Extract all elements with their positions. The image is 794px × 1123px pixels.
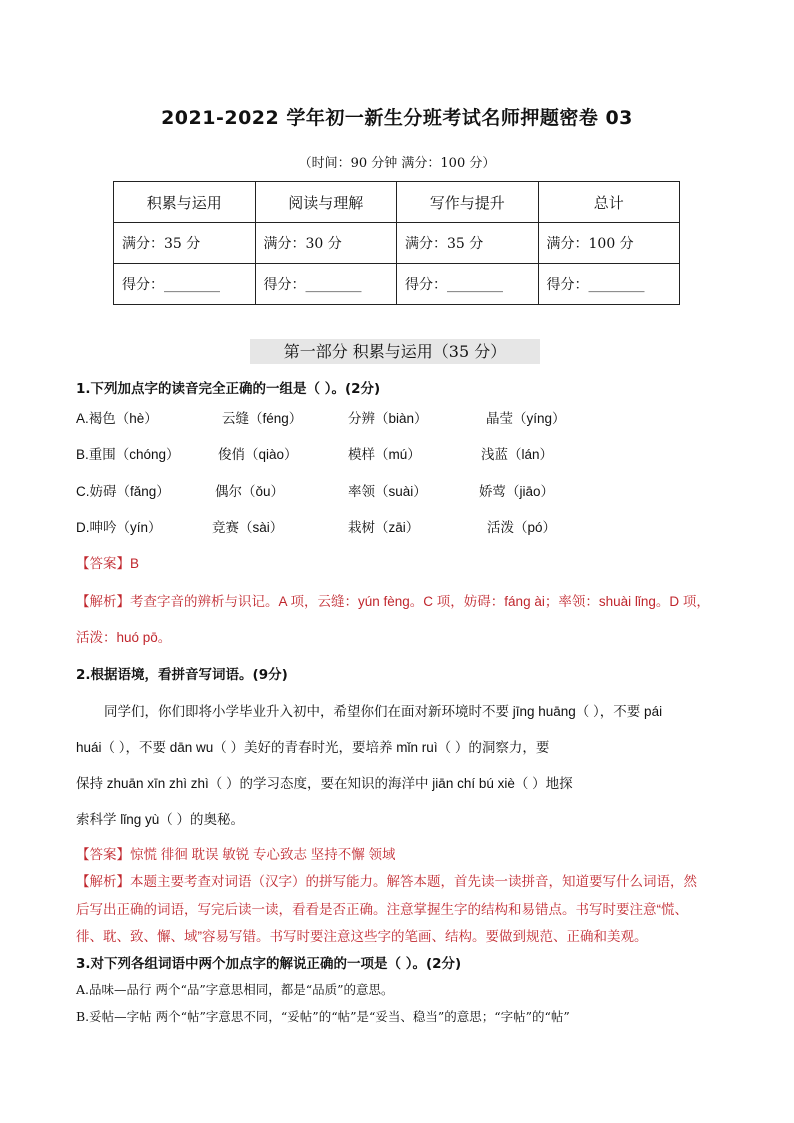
q1-option-b-1: B.重围（chóng） bbox=[76, 447, 180, 462]
q2-analysis-line-2: 后写出正确的词语，写完后读一读，看看是否正确。注意掌握生字的结构和易错点。书写时要注意“慌、 bbox=[76, 902, 688, 917]
q1-option-c-3: 率领（suài） bbox=[348, 484, 427, 499]
score-cell: 得分：________ bbox=[397, 264, 539, 305]
q1-option-b-4: 浅蓝（lán） bbox=[481, 447, 554, 462]
score-cell: 得分：________ bbox=[255, 264, 397, 305]
q1-option-d-1: D.呻吟（yín） bbox=[76, 520, 162, 535]
q3-option-b: B.妥帖—字帖 两个“帖”字意思不同，“妥帖”的“帖”是“妥当、稳当”的意思；“字帖”的“帖” bbox=[76, 1009, 570, 1024]
answer-label: 【答案】 bbox=[76, 847, 130, 862]
q1-option-a-3: 分辨（biàn） bbox=[348, 411, 428, 426]
q2-paragraph-line-3: 保持 zhuān xīn zhì zhì（ ）的学习态度，要在知识的海洋中 jiān chí bú xiè（ ）地探 bbox=[76, 776, 573, 791]
answer-value: B bbox=[130, 556, 140, 571]
q1-option-d-2: 竞赛（sài） bbox=[212, 520, 284, 535]
q1-option-b-3: 模样（mú） bbox=[348, 447, 421, 462]
analysis-text: 考查字音的辨析与识记。A 项，云缝：yún fèng。C 项，妨碍：fáng ài；率领：shuài lǐng。D 项， bbox=[130, 594, 710, 609]
header-cell: 写作与提升 bbox=[397, 182, 539, 223]
q2-paragraph-line-4: 索科学 lǐng yù（ ）的奥秘。 bbox=[76, 812, 245, 827]
section-title: 第一部分 积累与运用（35 分） bbox=[250, 339, 540, 364]
score-table-header-row bbox=[114, 182, 680, 223]
q1-analysis-line-2: 活泼：huó pō。 bbox=[76, 630, 172, 645]
q1-option-b-2: 俊俏（qiào） bbox=[218, 447, 298, 462]
full-mark-cell: 满分：30 分 bbox=[255, 223, 397, 264]
header-cell: 总计 bbox=[538, 182, 680, 223]
q2-paragraph-line-2: huái（ ），不要 dān wu（ ）美好的青春时光，要培养 mǐn ruì（ ）的洞察力，要 bbox=[76, 740, 550, 755]
q1-answer bbox=[76, 552, 139, 572]
score-row bbox=[114, 264, 680, 305]
analysis-text: 本题主要考查对词语（汉字）的拼写能力。解答本题，首先读一读拼音，知道要写什么词语，然 bbox=[130, 874, 697, 889]
q1-option-a-1: A.褐色（hè） bbox=[76, 411, 158, 426]
exam-info: （时间：90 分钟 满分：100 分） bbox=[298, 156, 496, 171]
q1-option-a-2: 云缝（féng） bbox=[222, 411, 303, 426]
q1-option-c-4: 娇莺（jiāo） bbox=[479, 484, 555, 499]
question-3-stem: 3.对下列各组词语中两个加点字的解说正确的一项是（ ）。(2分) bbox=[76, 956, 462, 972]
q1-option-d-3: 栽树（zāi） bbox=[348, 520, 420, 535]
header-cell: 阅读与理解 bbox=[255, 182, 397, 223]
score-cell: 得分：________ bbox=[114, 264, 256, 305]
score-table bbox=[113, 181, 680, 305]
q1-option-c-1: C.妨碍（fǎng） bbox=[76, 484, 170, 499]
header-cell: 积累与运用 bbox=[114, 182, 256, 223]
q2-analysis-line-1 bbox=[76, 870, 697, 890]
analysis-label: 【解析】 bbox=[76, 594, 130, 609]
q2-paragraph-line-1: 同学们，你们即将小学毕业升入初中，希望你们在面对新环境时不要 jīng huāng（ ），不要 pái bbox=[104, 704, 663, 719]
full-mark-cell: 满分：35 分 bbox=[114, 223, 256, 264]
q1-analysis-line-1 bbox=[76, 590, 710, 610]
full-mark-cell: 满分：35 分 bbox=[397, 223, 539, 264]
q2-analysis-line-3: 徘、耽、致、懈、域”容易写错。书写时要注意这些字的笔画、结构。要做到规范、正确和美观。 bbox=[76, 929, 648, 944]
q1-option-d-4: 活泼（pó） bbox=[487, 520, 557, 535]
full-marks-row bbox=[114, 223, 680, 264]
score-cell: 得分：________ bbox=[538, 264, 680, 305]
q2-answer bbox=[76, 843, 396, 863]
analysis-label: 【解析】 bbox=[76, 874, 130, 889]
question-2-stem: 2.根据语境，看拼音写词语。(9分) bbox=[76, 667, 288, 683]
q3-option-a: A.品味—品行 两个“品”字意思相同，都是“品质”的意思。 bbox=[76, 982, 394, 997]
full-mark-cell: 满分：100 分 bbox=[538, 223, 680, 264]
document-title: 2021-2022 学年初一新生分班考试名师押题密卷 03 bbox=[161, 107, 633, 129]
q1-option-c-2: 偶尔（ǒu） bbox=[215, 484, 285, 499]
q1-option-a-4: 晶莹（yíng） bbox=[486, 411, 566, 426]
answer-value: 惊慌 徘徊 耽误 敏锐 专心致志 坚持不懈 领域 bbox=[130, 847, 396, 862]
answer-label: 【答案】 bbox=[76, 556, 130, 571]
question-1-stem: 1.下列加点字的读音完全正确的一组是（ ）。(2分) bbox=[76, 381, 381, 397]
